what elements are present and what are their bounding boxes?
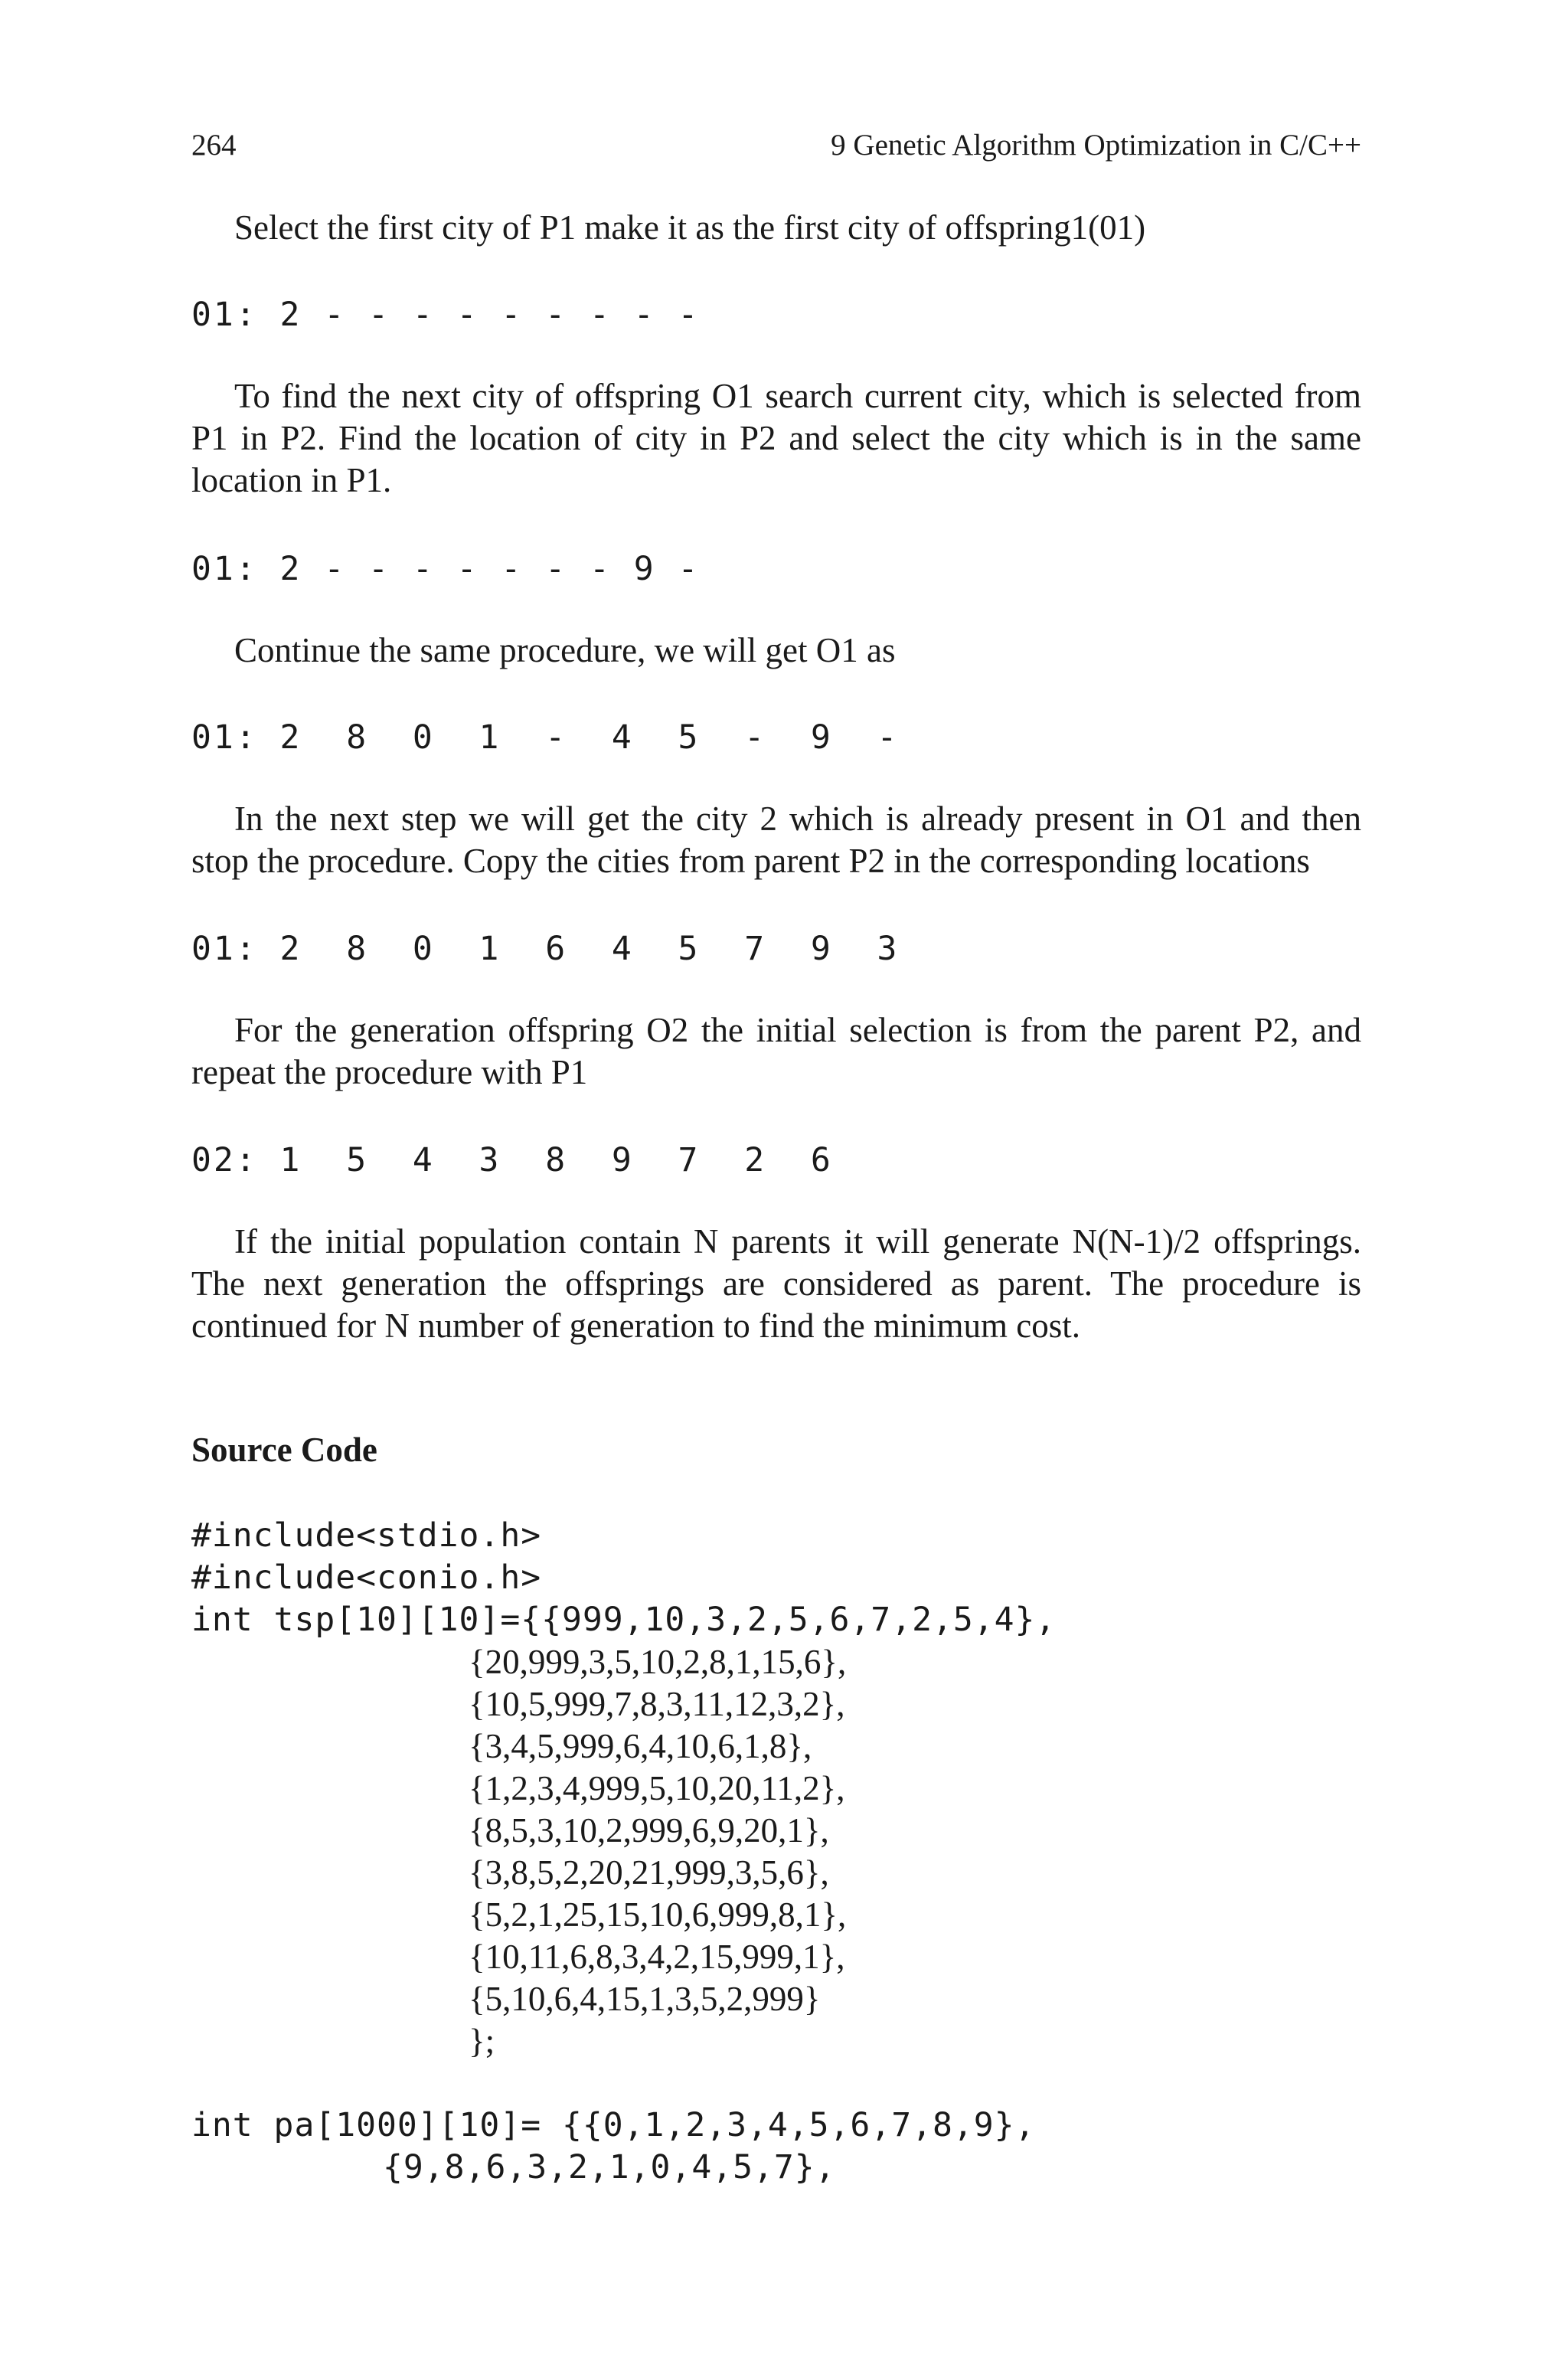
paragraph-continue-procedure: Continue the same procedure, we will get O1 as bbox=[234, 631, 896, 669]
paragraph-generation-o2: For the generation offspring O2 the initial selection is from the parent P2, and repeat the procedure with P1 bbox=[191, 1011, 1361, 1091]
section-heading-source-code: Source Code bbox=[191, 1431, 377, 1469]
paragraph-initial-population: If the initial population contain N parents it will generate N(N-1)/2 offsprings. The next generation the offsprings are considered as parent. The procedure is continued for N number of generation to find the minimum cost. bbox=[191, 1222, 1361, 1345]
code-tsp-row: {8,5,3,10,2,999,6,9,20,1}, bbox=[469, 1811, 829, 1850]
code-include-conio: #include<conio.h> bbox=[191, 1558, 542, 1597]
offspring-line-3: 01: 2 8 0 1 - 4 5 - 9 - bbox=[191, 718, 900, 757]
running-head: 9 Genetic Algorithm Optimization in C/C++ bbox=[831, 129, 1361, 162]
code-include-stdio: #include<stdio.h> bbox=[191, 1516, 542, 1555]
code-pa-declaration: int pa[1000][10]= {{0,1,2,3,4,5,6,7,8,9}, bbox=[191, 2106, 1036, 2144]
code-tsp-declaration: int tsp[10][10]={{999,10,3,2,5,6,7,2,5,4}, bbox=[191, 1601, 1057, 1639]
code-tsp-row: {5,10,6,4,15,1,3,5,2,999} bbox=[469, 1980, 821, 2018]
code-tsp-row: {10,5,999,7,8,3,11,12,3,2}, bbox=[469, 1685, 845, 1723]
offspring-line-1: 01: 2 - - - - - - - - - bbox=[191, 296, 701, 334]
paragraph-select-first-city: Select the first city of P1 make it as the first city of offspring1(01) bbox=[234, 208, 1146, 247]
offspring-line-4: 01: 2 8 0 1 6 4 5 7 9 3 bbox=[191, 930, 900, 968]
code-tsp-row: {1,2,3,4,999,5,10,20,11,2}, bbox=[469, 1769, 845, 1807]
paragraph-next-step: In the next step we will get the city 2 which is already present in O1 and then stop the procedure. Copy the cities from parent P2 in the corresponding locations bbox=[191, 800, 1361, 880]
offspring-line-5: 02: 1 5 4 3 8 9 7 2 6 bbox=[191, 1141, 833, 1179]
code-tsp-row: {3,4,5,999,6,4,10,6,1,8}, bbox=[469, 1727, 812, 1765]
code-tsp-row: }; bbox=[469, 2022, 495, 2060]
page-number: 264 bbox=[191, 129, 237, 162]
code-tsp-row: {20,999,3,5,10,2,8,1,15,6}, bbox=[469, 1643, 847, 1681]
code-pa-row: {9,8,6,3,2,1,0,4,5,7}, bbox=[383, 2148, 836, 2186]
offspring-line-2: 01: 2 - - - - - - - 9 - bbox=[191, 550, 701, 588]
code-tsp-row: {3,8,5,2,20,21,999,3,5,6}, bbox=[469, 1853, 829, 1892]
paragraph-find-next-city: To find the next city of offspring O1 search current city, which is selected from P1 in P2. Find the location of city in P2 and select the city which is in the same location in P1. bbox=[191, 377, 1361, 499]
code-tsp-row: {5,2,1,25,15,10,6,999,8,1}, bbox=[469, 1895, 847, 1934]
code-tsp-row: {10,11,6,8,3,4,2,15,999,1}, bbox=[469, 1938, 845, 1976]
